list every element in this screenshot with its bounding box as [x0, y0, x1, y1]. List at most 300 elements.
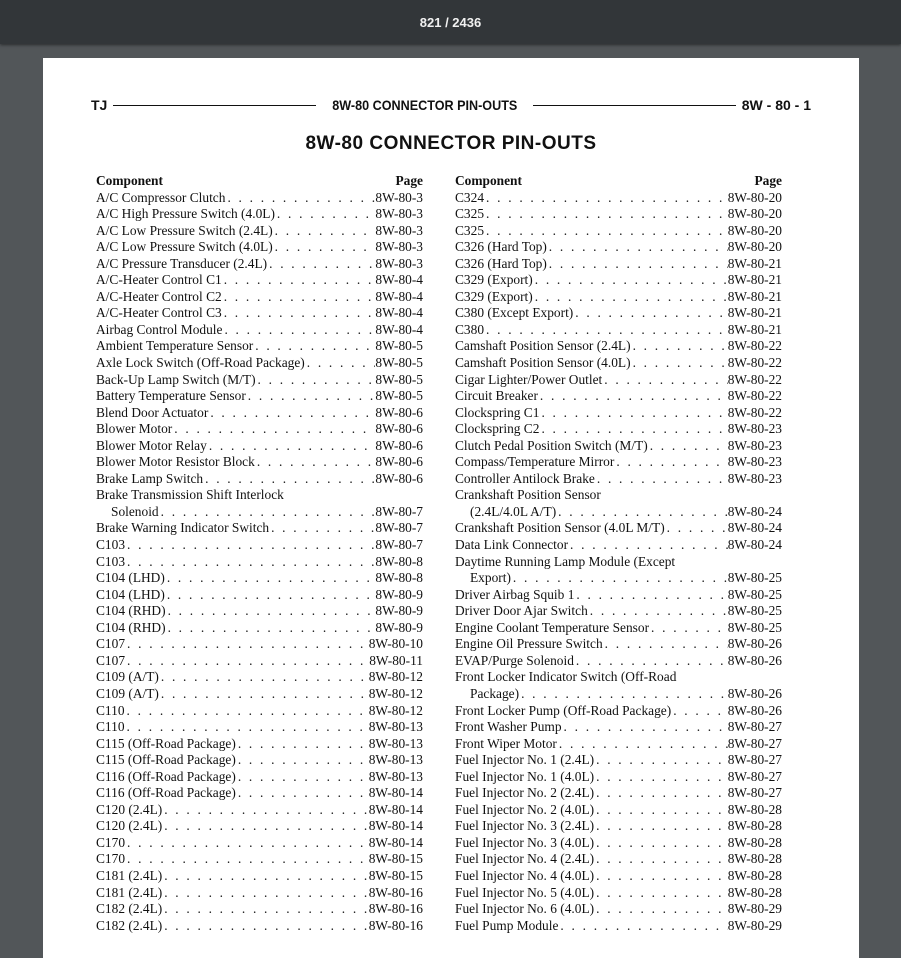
entry-label: C326 (Hard Top): [455, 255, 547, 271]
dot-leader: [225, 190, 375, 207]
index-entry: [96, 421, 423, 438]
dot-leader: [665, 520, 728, 537]
entry-label: Front Locker Indicator Switch (Off-Road: [455, 669, 677, 685]
entry-label: Brake Transmission Shift Interlock: [96, 487, 284, 503]
dot-leader: [256, 372, 376, 389]
index-entry: [455, 338, 782, 355]
entry-page-ref: 8W-80-28: [727, 818, 782, 834]
dot-leader: [539, 421, 727, 438]
entry-label: C325: [455, 222, 485, 238]
entry-page-ref: 8W-80-21: [727, 272, 782, 288]
dot-leader: [602, 372, 727, 389]
dot-leader: [165, 587, 376, 604]
entry-label: C170: [96, 851, 126, 867]
index-entry: [96, 272, 423, 289]
entry-page-ref: 8W-80-28: [727, 801, 782, 817]
entry-label: (2.4L/4.0L A/T): [470, 503, 557, 519]
entry-page-ref: 8W-80-7: [375, 537, 423, 553]
dot-leader: [547, 239, 728, 256]
entry-label: Ambient Temperature Sensor: [96, 338, 254, 354]
entry-label: Fuel Injector No. 2 (2.4L): [455, 785, 595, 801]
entry-label: Airbag Control Module: [96, 321, 223, 337]
dot-leader: [533, 289, 728, 306]
index-entry: [455, 537, 782, 554]
entry-label: C104 (LHD): [96, 586, 165, 602]
entry-page-ref: 8W-80-5: [375, 388, 423, 404]
entry-label: Fuel Injector No. 1 (2.4L): [455, 752, 595, 768]
dot-leader: [203, 471, 375, 488]
index-entry: [96, 785, 423, 802]
entry-page-ref: 8W-80-13: [368, 752, 423, 768]
index-entry: [455, 653, 782, 670]
entry-label: Camshaft Position Sensor (4.0L): [455, 355, 631, 371]
entry-page-ref: 8W-80-26: [727, 652, 782, 668]
index-entry: [96, 206, 423, 223]
entry-label: C181 (2.4L): [96, 884, 163, 900]
index-entry: [455, 289, 782, 306]
dot-leader: [125, 537, 375, 554]
dot-leader: [125, 703, 369, 720]
entry-page-ref: 8W-80-20: [727, 239, 782, 255]
entry-label: Brake Warning Indicator Switch: [96, 520, 270, 536]
index-entry: [96, 769, 423, 786]
dot-leader: [253, 338, 375, 355]
entry-label: EVAP/Purge Solenoid: [455, 652, 574, 668]
entry-page-ref: 8W-80-4: [375, 321, 423, 337]
index-entry: [455, 885, 782, 902]
entry-label: Engine Coolant Temperature Sensor: [455, 619, 650, 635]
entry-page-ref: 8W-80-25: [727, 586, 782, 602]
dot-leader: [614, 454, 727, 471]
entry-page-ref: 8W-80-21: [727, 305, 782, 321]
index-entry: [96, 752, 423, 769]
entry-page-ref: 8W-80-24: [727, 537, 782, 553]
entry-label: C329 (Export): [455, 288, 533, 304]
dot-leader: [631, 355, 728, 372]
entry-label: C325: [455, 206, 485, 222]
dot-leader: [125, 851, 369, 868]
dot-leader: [273, 223, 376, 240]
entry-label: Driver Airbag Squib 1: [455, 586, 575, 602]
entry-label: C116 (Off-Road Package): [96, 785, 236, 801]
dot-leader: [125, 835, 369, 852]
entry-label: Engine Oil Pressure Switch: [455, 636, 603, 652]
entry-label: Blower Motor Relay: [96, 437, 207, 453]
dot-leader: [166, 603, 376, 620]
dot-leader: [207, 438, 376, 455]
entry-page-ref: 8W-80-4: [375, 272, 423, 288]
entry-page-ref: 8W-80-9: [375, 603, 423, 619]
entry-label: C116 (Off-Road Package): [96, 768, 236, 784]
entry-page-ref: 8W-80-3: [375, 189, 423, 205]
dot-leader: [222, 322, 375, 339]
entry-page-ref: 8W-80-22: [727, 371, 782, 387]
entry-label: Export): [470, 570, 511, 586]
dot-leader: [519, 686, 728, 703]
index-entry: [455, 736, 782, 753]
index-column-left: [96, 173, 423, 934]
entry-page-ref: 8W-80-6: [375, 454, 423, 470]
index-entry: [96, 570, 423, 587]
index-entry: [96, 239, 423, 256]
index-entry: [455, 868, 782, 885]
dot-leader: [562, 719, 728, 736]
dot-leader: [538, 388, 728, 405]
index-entry: [455, 256, 782, 273]
index-entry: [96, 405, 423, 422]
index-entry: [455, 520, 782, 537]
running-header: [91, 96, 811, 114]
dot-leader: [125, 554, 375, 571]
entry-label: C170: [96, 834, 126, 850]
index-entry: [96, 603, 423, 620]
index-entry: [455, 405, 782, 422]
entry-page-ref: 8W-80-14: [368, 801, 423, 817]
entry-label: C103: [96, 553, 126, 569]
entry-page-ref: 8W-80-4: [375, 288, 423, 304]
heading-page: Page: [395, 173, 423, 188]
entry-label: Brake Lamp Switch: [96, 470, 204, 486]
index-entry: [96, 338, 423, 355]
entry-page-ref: 8W-80-21: [727, 255, 782, 271]
index-entry: [96, 223, 423, 240]
entry-label: A/C-Heater Control C3: [96, 305, 222, 321]
entry-label: C104 (RHD): [96, 603, 166, 619]
dot-leader: [594, 885, 728, 902]
index-entry: [455, 487, 782, 504]
index-entry: [96, 669, 423, 686]
entry-label: Front Locker Pump (Off-Road Package): [455, 702, 672, 718]
entry-label: Controller Antilock Brake: [455, 470, 595, 486]
index-entry: [96, 636, 423, 653]
dot-leader: [631, 338, 728, 355]
entry-label: Fuel Injector No. 6 (4.0L): [455, 901, 595, 917]
heading-component: Component: [96, 173, 163, 188]
entry-page-ref: 8W-80-22: [727, 355, 782, 371]
header-center: 8W-80 CONNECTOR PIN-OUTS: [332, 97, 518, 113]
index-entry: [455, 372, 782, 389]
index-entry: [96, 851, 423, 868]
dot-leader: [649, 620, 728, 637]
dot-leader: [594, 851, 728, 868]
entry-page-ref: 8W-80-22: [727, 404, 782, 420]
entry-label: C115 (Off-Road Package): [96, 752, 236, 768]
entry-page-ref: 8W-80-5: [375, 371, 423, 387]
entry-page-ref: 8W-80-21: [727, 321, 782, 337]
entry-page-ref: 8W-80-12: [368, 702, 423, 718]
index-entry: [96, 487, 423, 504]
entry-page-ref: 8W-80-3: [375, 255, 423, 271]
entry-label: C109 (A/T): [96, 685, 159, 701]
entry-page-ref: 8W-80-27: [727, 785, 782, 801]
index-entry: [455, 305, 782, 322]
entry-page-ref: 8W-80-23: [727, 454, 782, 470]
dot-leader: [162, 868, 369, 885]
entry-label: A/C High Pressure Switch (4.0L): [96, 206, 275, 222]
dot-leader: [594, 785, 728, 802]
entry-label: C104 (RHD): [96, 619, 166, 635]
dot-leader: [557, 736, 728, 753]
index-entry: [96, 554, 423, 571]
dot-leader: [594, 769, 728, 786]
dot-leader: [671, 703, 728, 720]
dot-leader: [511, 570, 728, 587]
entry-label: Fuel Injector No. 1 (4.0L): [455, 768, 595, 784]
header-right: 8W - 80 - 1: [741, 97, 811, 113]
index-entry: [455, 570, 782, 587]
index-entry: [455, 686, 782, 703]
entry-label: Blend Door Actuator: [96, 404, 209, 420]
index-entry: [96, 703, 423, 720]
dot-leader: [558, 918, 727, 935]
entry-label: Battery Temperature Sensor: [96, 388, 246, 404]
index-entry: [96, 372, 423, 389]
entry-label: C103: [96, 537, 126, 553]
entry-label: Fuel Injector No. 3 (2.4L): [455, 818, 595, 834]
index-entry: [455, 669, 782, 686]
index-entry: [455, 901, 782, 918]
header-left: TJ: [91, 97, 108, 113]
entry-label: Front Washer Pump: [455, 719, 562, 735]
entry-label: Crankshaft Position Sensor: [455, 487, 601, 503]
heading-component: Component: [455, 173, 522, 188]
dot-leader: [222, 289, 376, 306]
index-entry: [455, 719, 782, 736]
entry-label: Data Link Connector: [455, 537, 569, 553]
header-rule: [533, 105, 735, 106]
entry-label: Fuel Injector No. 2 (4.0L): [455, 801, 595, 817]
dot-leader: [539, 405, 727, 422]
entry-label: Fuel Injector No. 3 (4.0L): [455, 834, 595, 850]
entry-label: Fuel Pump Module: [455, 917, 559, 933]
dot-leader: [594, 802, 728, 819]
dot-leader: [236, 736, 369, 753]
entry-page-ref: 8W-80-8: [375, 553, 423, 569]
index-entry: [455, 802, 782, 819]
index-entry: [96, 305, 423, 322]
entry-page-ref: 8W-80-29: [727, 901, 782, 917]
entry-page-ref: 8W-80-24: [727, 520, 782, 536]
entry-page-ref: 8W-80-27: [727, 719, 782, 735]
dot-leader: [275, 206, 375, 223]
index-entry: [96, 355, 423, 372]
dot-leader: [305, 355, 376, 372]
entry-page-ref: 8W-80-15: [368, 867, 423, 883]
index-entry: [455, 471, 782, 488]
entry-label: C115 (Off-Road Package): [96, 735, 236, 751]
entry-page-ref: 8W-80-14: [368, 785, 423, 801]
entry-page-ref: 8W-80-28: [727, 867, 782, 883]
index-entry: [96, 802, 423, 819]
entry-label: Blower Motor: [96, 421, 173, 437]
index-entry: [455, 438, 782, 455]
entry-page-ref: 8W-80-25: [727, 570, 782, 586]
index-column-right: [455, 173, 782, 934]
dot-leader: [162, 885, 369, 902]
index-entry: [455, 752, 782, 769]
dot-leader: [574, 587, 727, 604]
index-entry: [96, 918, 423, 935]
entry-page-ref: 8W-80-27: [727, 735, 782, 751]
dot-leader: [573, 305, 727, 322]
dot-leader: [603, 636, 728, 653]
index-entry: [96, 256, 423, 273]
entry-label: A/C-Heater Control C1: [96, 272, 222, 288]
index-entry: [455, 190, 782, 207]
entry-label: Axle Lock Switch (Off-Road Package): [96, 355, 305, 371]
index-entry: [96, 388, 423, 405]
page-title: 8W-80 CONNECTOR PIN-OUTS: [305, 133, 597, 154]
entry-label: Package): [470, 685, 520, 701]
entry-page-ref: 8W-80-26: [727, 685, 782, 701]
dot-leader: [125, 653, 369, 670]
dot-leader: [267, 256, 375, 273]
index-entry: [455, 206, 782, 223]
entry-page-ref: 8W-80-20: [727, 189, 782, 205]
entry-page-ref: 8W-80-9: [375, 619, 423, 635]
entry-label: C181 (2.4L): [96, 867, 163, 883]
entry-page-ref: 8W-80-21: [727, 288, 782, 304]
entry-page-ref: 8W-80-6: [375, 437, 423, 453]
index-entry: [96, 868, 423, 885]
dot-leader: [159, 686, 369, 703]
index-entry: [455, 587, 782, 604]
entry-page-ref: 8W-80-3: [375, 239, 423, 255]
entry-page-ref: 8W-80-13: [368, 719, 423, 735]
entry-page-ref: 8W-80-14: [368, 818, 423, 834]
dot-leader: [166, 620, 376, 637]
entry-label: C120 (2.4L): [96, 818, 163, 834]
entry-label: A/C Low Pressure Switch (4.0L): [96, 239, 273, 255]
page-indicator: 821 / 2436: [419, 14, 482, 30]
dot-leader: [162, 818, 369, 835]
entry-page-ref: 8W-80-20: [727, 206, 782, 222]
index-entry: [455, 504, 782, 521]
index-entry: [455, 388, 782, 405]
index-entry: [96, 504, 423, 521]
dot-leader: [574, 653, 728, 670]
index-entry: [96, 835, 423, 852]
index-entry: [455, 223, 782, 240]
entry-page-ref: 8W-80-22: [727, 388, 782, 404]
entry-page-ref: 8W-80-27: [727, 752, 782, 768]
entry-page-ref: 8W-80-7: [375, 503, 423, 519]
dot-leader: [236, 752, 369, 769]
entry-label: C110: [96, 702, 125, 718]
index-entry: [455, 603, 782, 620]
column-heading: [455, 173, 782, 190]
header-rule: [113, 105, 315, 106]
index-entry: [96, 736, 423, 753]
index-entry: [455, 835, 782, 852]
entry-page-ref: 8W-80-9: [375, 586, 423, 602]
entry-label: C182 (2.4L): [96, 917, 163, 933]
entry-page-ref: 8W-80-5: [375, 355, 423, 371]
entry-label: C324: [455, 189, 485, 205]
entry-label: Compass/Temperature Mirror: [455, 454, 615, 470]
heading-page: Page: [754, 173, 782, 188]
entry-page-ref: 8W-80-10: [368, 636, 423, 652]
entry-label: C120 (2.4L): [96, 801, 163, 817]
entry-label: C110: [96, 719, 125, 735]
index-entry: [455, 239, 782, 256]
entry-page-ref: 8W-80-16: [368, 917, 423, 933]
entry-label: Camshaft Position Sensor (2.4L): [455, 338, 631, 354]
entry-label: C109 (A/T): [96, 669, 159, 685]
entry-page-ref: 8W-80-26: [727, 702, 782, 718]
entry-page-ref: 8W-80-20: [727, 222, 782, 238]
entry-label: C326 (Hard Top): [455, 239, 547, 255]
entry-label: A/C Low Pressure Switch (2.4L): [96, 222, 273, 238]
index-entry: [96, 620, 423, 637]
dot-leader: [159, 504, 376, 521]
dot-leader: [222, 305, 376, 322]
dot-leader: [165, 570, 376, 587]
index-entry: [96, 520, 423, 537]
entry-label: Cigar Lighter/Power Outlet: [455, 371, 603, 387]
entry-label: A/C Compressor Clutch: [96, 189, 226, 205]
index-entry: [455, 851, 782, 868]
entry-label: C104 (LHD): [96, 570, 165, 586]
index-entry: [96, 289, 423, 306]
index-entry: [455, 272, 782, 289]
index-entry: [96, 471, 423, 488]
entry-page-ref: 8W-80-15: [368, 851, 423, 867]
viewer-toolbar: [0, 0, 901, 44]
dot-leader: [648, 438, 728, 455]
entry-page-ref: 8W-80-8: [375, 570, 423, 586]
entry-label: Clutch Pedal Position Switch (M/T): [455, 437, 648, 453]
entry-page-ref: 8W-80-25: [727, 603, 782, 619]
dot-leader: [246, 388, 376, 405]
entry-page-ref: 8W-80-5: [375, 338, 423, 354]
index-entry: [96, 438, 423, 455]
entry-page-ref: 8W-80-25: [727, 619, 782, 635]
entry-page-ref: 8W-80-23: [727, 437, 782, 453]
entry-label: Daytime Running Lamp Module (Except: [455, 553, 676, 569]
index-entry: [455, 818, 782, 835]
index-entry: [455, 322, 782, 339]
dot-leader: [594, 752, 728, 769]
entry-page-ref: 8W-80-16: [368, 901, 423, 917]
entry-page-ref: 8W-80-12: [368, 685, 423, 701]
entry-page-ref: 8W-80-11: [369, 652, 423, 668]
index-entry: [455, 355, 782, 372]
entry-page-ref: 8W-80-23: [727, 470, 782, 486]
index-entry: [96, 885, 423, 902]
dot-leader: [269, 520, 375, 537]
dot-leader: [594, 868, 728, 885]
entry-label: Fuel Injector No. 4 (2.4L): [455, 851, 595, 867]
dot-leader: [172, 421, 375, 438]
index-entry: [455, 454, 782, 471]
dot-leader: [273, 239, 376, 256]
dot-leader: [484, 190, 728, 207]
entry-label: A/C-Heater Control C2: [96, 288, 222, 304]
index-entry: [455, 421, 782, 438]
entry-label: Fuel Injector No. 4 (4.0L): [455, 867, 595, 883]
entry-page-ref: 8W-80-28: [727, 851, 782, 867]
entry-page-ref: 8W-80-7: [375, 520, 423, 536]
document-page: [43, 58, 859, 958]
index-entry: [96, 719, 423, 736]
index-entry: [455, 620, 782, 637]
dot-leader: [588, 603, 728, 620]
dot-leader: [236, 785, 369, 802]
entry-label: C182 (2.4L): [96, 901, 163, 917]
dot-leader: [208, 405, 375, 422]
index-entry: [455, 703, 782, 720]
